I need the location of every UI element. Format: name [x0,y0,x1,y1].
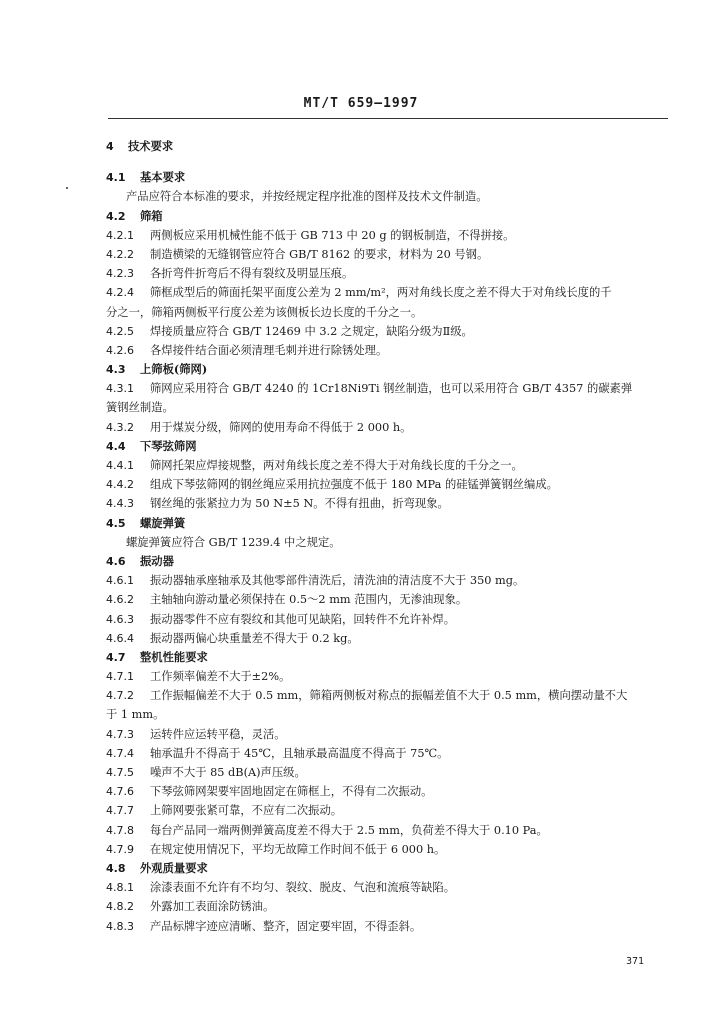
clause-number: 4.4 [106,439,126,453]
text-line [106,514,672,533]
clause-number: 4.8.2 [106,900,134,914]
clause-number: 4.3.1 [106,382,134,396]
clause-text: 螺旋弹簧应符合 GB/T 1239.4 中之规定。 [126,535,341,549]
text-line [106,245,672,264]
clause-number: 4.7.4 [106,746,134,760]
text-line [106,187,672,206]
text-line [106,821,672,840]
clause-number: 4.7.8 [106,823,134,837]
clause-number: 4.7.9 [106,842,134,856]
clause-text: 技术要求 [128,139,174,153]
text-line [106,456,672,475]
clause-number: 4.7.2 [106,689,134,703]
clause-text: 上筛网要张紧可靠，不应有二次振动。 [150,804,343,818]
clause-text: 筛框成型后的筛面托架平面度公差为 2 mm/m²，两对角线长度之差不得大于对角线长度的千 [150,286,612,300]
clause-number: 4.6.4 [106,631,134,645]
text-line [106,686,672,705]
clause-number: 4.7.5 [106,766,134,779]
text-line [106,283,672,302]
page-number: 371 [626,956,645,967]
clause-text: 涂漆表面不允许有不均匀、裂纹、脱皮、气泡和流痕等缺陷。 [150,881,456,895]
text-line [106,897,672,916]
text-line [106,533,672,552]
text-line [106,725,672,744]
clause-number: 4.8 [106,861,126,875]
header-rule [108,118,668,119]
text-line [106,859,672,878]
clause-number: 4.2 [106,209,126,223]
clause-number: 4.6 [106,554,126,568]
clause-number: 4.4.1 [106,459,134,472]
clause-text: 振动器 [140,553,174,568]
text-line [106,648,672,667]
text-line [106,379,672,398]
standard-code-header: MT/T 659—1997 [303,96,419,111]
clause-text: 工作振幅偏差不大于 0.5 mm，筛箱两侧板对称点的振幅差值不大于 0.5 mm，横向摆动量不大 [150,689,628,703]
clause-text: 振动器零件不应有裂纹和其他可见缺陷，回转件不允许补焊。 [150,612,456,626]
clause-number: 4.7.7 [106,804,134,818]
text-line [106,264,672,283]
clause-text: 轴承温升不得高于 45℃，且轴承最高温度不得高于 75℃。 [150,746,449,760]
clause-text: 焊接质量应符合 GB/T 12469 中 3.2 之规定，缺陷分级为Ⅱ级。 [150,324,473,338]
text-line [106,494,672,513]
clause-number: 4.7.6 [106,785,134,799]
clause-text: 工作频率偏差不大于±2%。 [150,670,291,684]
clause-text: 制造横梁的无缝钢管应符合 GB/T 8162 的要求，材料为 20 号钢。 [150,247,489,261]
text-line [106,398,672,417]
text-line [106,168,672,187]
text-line [106,322,672,341]
clause-number: 4.5 [106,516,126,530]
clause-text: 两侧板应采用机械性能不低于 GB 713 中 20 g 的钢板制造，不得拼接。 [150,228,515,242]
clause-text: 产品标牌字迹应清晰、整齐，固定要牢固，不得歪斜。 [150,919,422,933]
clause-text: 外观质量要求 [140,860,208,875]
clause-text: 螺旋弹簧 [140,515,186,530]
clause-text: 产品应符合本标准的要求，并按经规定程序批准的图样及技术文件制造。 [126,190,488,204]
text-line [106,552,672,571]
text-line [106,418,672,437]
clause-text: 噪声不大于 85 dB(A)声压级。 [150,766,306,779]
clause-number: 4.2.6 [106,343,134,357]
clause-number: 4.6.2 [106,593,134,607]
text-line [106,437,672,456]
text-line [106,303,672,322]
clause-number: 4.2.2 [106,247,134,261]
text-line [106,610,672,629]
text-line [106,207,672,226]
clause-text: 外露加工表面涂防锈油。 [150,900,275,914]
clause-text: 振动器轴承座轴承及其他零部件清洗后，清洗油的清洁度不大于 350 mg。 [150,574,525,588]
text-line [106,590,672,609]
clause-text: 下琴弦筛网 [140,438,197,453]
clause-text: 在规定使用情况下，平均无故障工作时间不低于 6 000 h。 [150,842,446,856]
text-line [106,360,672,379]
clause-text: 筛箱 [140,208,163,223]
clause-text: 分之一，筛箱两侧板平行度公差为该侧板长边长度的千分之一。 [106,305,423,319]
clause-text: 基本要求 [140,170,186,185]
clause-text: 筛网应采用符合 GB/T 4240 的 1Cr18Ni9Ti 钢丝制造，也可以采用符合 GB/T 4357 的碳素弹 [150,382,633,396]
text-line [106,475,672,494]
clause-text: 上筛板(筛网) [140,362,208,377]
clause-text: 组成下琴弦筛网的钢丝绳应采用抗拉强度不低于 180 MPa 的硅锰弹簧钢丝编成。 [150,478,558,492]
clause-text: 整机性能要求 [140,649,208,664]
clause-number: 4.2.3 [106,267,134,281]
text-line [106,840,672,859]
clause-number: 4.2.4 [106,286,134,300]
clause-text: 用于煤炭分级，筛网的使用寿命不得低于 2 000 h。 [150,420,412,434]
clause-text: 簧钢丝制造。 [106,401,174,415]
clause-number: 4.7 [106,650,126,664]
clause-text: 振动器两偏心块重量差不得大于 0.2 kg。 [150,631,359,645]
text-line [106,667,672,686]
clause-number: 4.1 [106,171,126,185]
text-line [106,763,672,782]
clause-number: 4.4.2 [106,478,134,492]
clause-text: 于 1 mm。 [106,708,165,722]
scan-speck [66,187,68,189]
clause-text: 各折弯件折弯后不得有裂纹及明显压痕。 [150,267,354,281]
clause-text: 主轴轴向游动量必须保持在 0.5～2 mm 范围内，无渗油现象。 [150,593,468,607]
text-line [106,629,672,648]
text-line [106,744,672,763]
text-line [106,801,672,820]
text-line [106,137,672,156]
text-line [106,782,672,801]
clause-number: 4.8.1 [106,881,134,895]
clause-number: 4.7.1 [106,670,134,684]
clause-text: 每台产品同一端两侧弹簧高度差不得大于 2.5 mm，负荷差不得大于 0.10 Pa。 [150,823,548,837]
text-line [106,226,672,245]
clause-number: 4 [106,140,114,153]
clause-number: 4.6.1 [106,574,134,588]
clause-number: 4.7.3 [106,727,134,741]
clause-number: 4.8.3 [106,919,134,933]
clause-number: 4.2.5 [106,324,134,338]
text-line [106,878,672,897]
clause-number: 4.6.3 [106,612,134,626]
clause-text: 各焊接件结合面必须清理毛刺并进行除锈处理。 [150,343,388,357]
clause-number: 4.4.3 [106,497,134,511]
text-line [106,705,672,724]
clause-text: 钢丝绳的张紧拉力为 50 N±5 N。不得有扭曲，折弯现象。 [150,497,449,511]
clause-text: 运转件应运转平稳，灵活。 [150,727,286,741]
clause-number: 4.3.2 [106,420,134,434]
text-line [106,341,672,360]
clause-number: 4.3 [106,363,126,377]
clause-text: 下琴弦筛网架要牢固地固定在筛框上，不得有二次振动。 [150,785,433,799]
clause-text: 筛网托架应焊接规整，两对角线长度之差不得大于对角线长度的千分之一。 [150,459,523,472]
text-line [106,917,672,936]
clause-number: 4.2.1 [106,228,134,242]
body-text [106,137,672,936]
text-line [106,571,672,590]
